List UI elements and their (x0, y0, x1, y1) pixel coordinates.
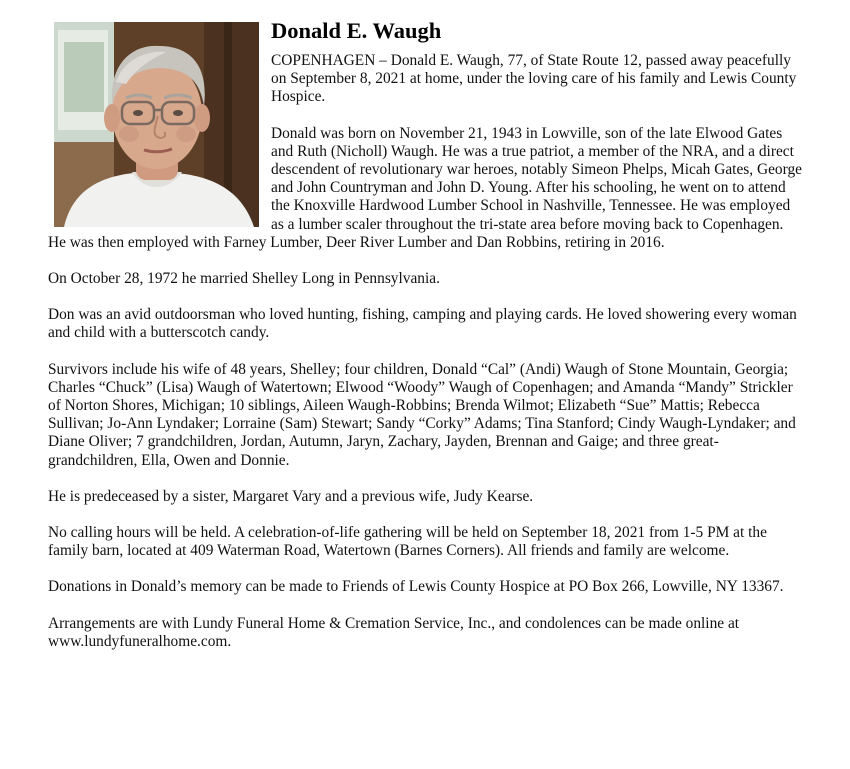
obituary-paragraph-survivors: Survivors include his wife of 48 years, Shelley; four children, Donald “Cal” (Andi) Waugh of Stone Mountain, Georgia; Charles “Chuck” (Lisa) Waugh of Watertown; Elwood “Woody” Waugh of Copenhagen; and Amanda “Mandy” Strickler of Norton Shores, Michigan; 10 siblings, Aileen Waugh-Robbins; Brenda Wilmot; Elizabeth “Sue” Mattis; Rebecca Sullivan; Jo-Ann Lyndaker; Lorraine (Sam) Stewart; Sandy “Corky” Adams; Tina Stanford; Cindy Waugh-Lyndaker; and Diane Oliver; 7 grandchildren, Jordan, Autumn, Jaryn, Zachary, Jayden, Brennan and Gaige; and three great-grandchildren, Ella, Owen and Donnie. (48, 360, 796, 469)
obituary-article (48, 18, 803, 669)
portrait-photo-image (54, 22, 259, 227)
obituary-paragraph-hobbies: Don was an avid outdoorsman who loved hunting, fishing, camping and playing cards. He loved showering every woman and child with a butterscotch candy. (48, 306, 797, 342)
obituary-paragraph-marriage: On October 28, 1972 he married Shelley Long in Pennsylvania. (48, 270, 440, 288)
obituary-paragraph-arrangements: Arrangements are with Lundy Funeral Home & Cremation Service, Inc., and condolences can be made online at www.lundyfuneralhome.com. (48, 614, 740, 650)
obituary-paragraph-donations: Donations in Donald’s memory can be made to Friends of Lewis County Hospice at PO Box 266, Lowville, NY 13367. (48, 578, 784, 596)
portrait-photo (54, 22, 259, 227)
obituary-name-heading: Donald E. Waugh (271, 18, 442, 43)
obituary-paragraph-predeceased: He is predeceased by a sister, Margaret Vary and a previous wife, Judy Kearse. (48, 487, 534, 505)
obituary-paragraph-announcement: COPENHAGEN – Donald E. Waugh, 77, of State Route 12, passed away peacefully on September 8, 2021 at home, under the loving care of his family and Lewis County Hospice. (271, 52, 797, 106)
obituary-paragraph-services: No calling hours will be held. A celebration-of-life gathering will be held on September 18, 2021 from 1-5 PM at the family barn, located at 409 Waterman Road, Watertown (Barnes Corners). All friends and family are welcome. (48, 524, 767, 560)
obituary-paragraph-biography: Donald was born on November 21, 1943 in Lowville, son of the late Elwood Gates and Ruth (Nicholl) Waugh. He was a true patriot, a member of the NRA, and a direct descendent of revolutionary war heroes, notably Simeon Phelps, Micah Gates, George and John Countryman and John D. Young. After his schooling, he went on to attend the Knoxville Hardwood Lumber School in Nashville, Tennessee. He was employed as a lumber scaler throughout the tri-state area before moving back to Copenhagen. He was then employed with Farney Lumber, Deer River Lumber and Dan Robbins, retiring in 2016. (48, 124, 802, 251)
